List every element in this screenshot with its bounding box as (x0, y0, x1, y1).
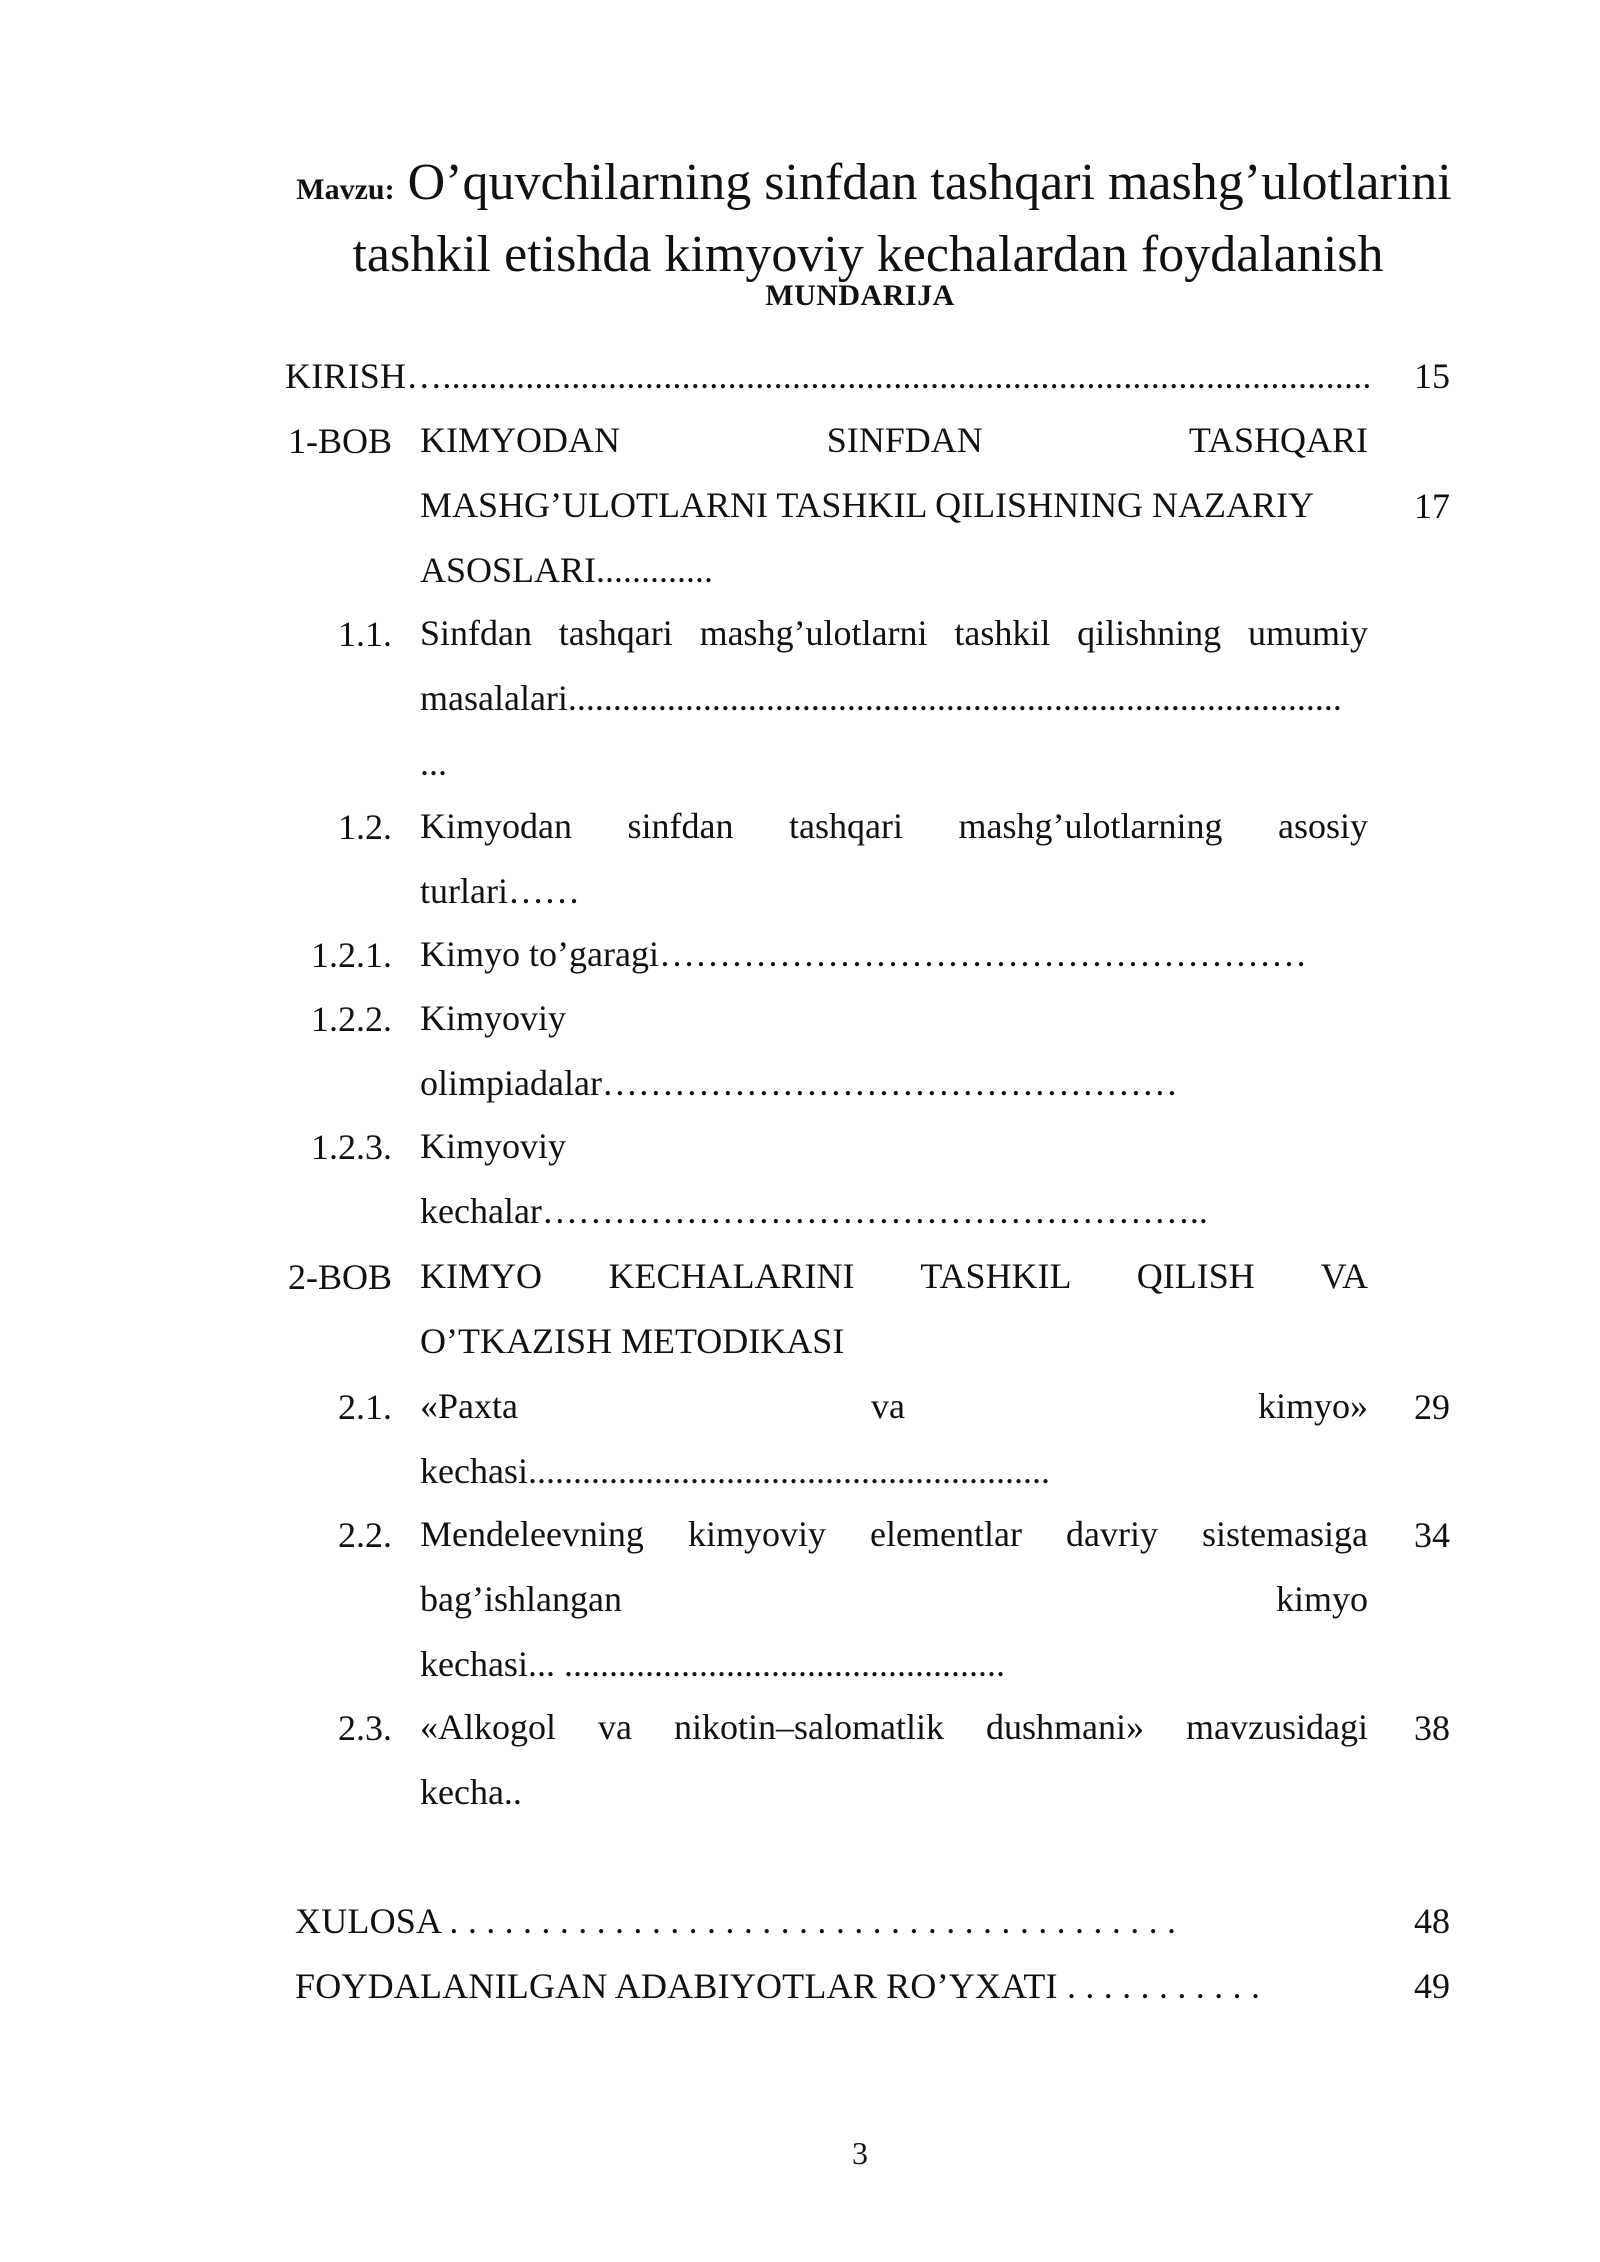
topic-label: Mavzu: (296, 173, 395, 206)
toc-entry-text (420, 1114, 1368, 1244)
toc-entry-line: masalalari...................................................................................... (420, 678, 1342, 718)
toc-entry-line: Kimyodan sinfdan tashqari mashg’ulotlarning asosiy (420, 806, 1368, 846)
toc-page-number: 29 (1414, 1387, 1450, 1427)
toc-entry-line: MASHG’ULOTLARNI TASHKIL QILISHNING NAZARIY (420, 485, 1315, 525)
toc-entry-number: 1-BOB (287, 421, 392, 461)
toc-entry-number: 1.1. (338, 614, 392, 654)
toc-entry-line: «Alkogol va nikotin–salomatlik dushmani» mavzusidagi (420, 1707, 1368, 1747)
toc-page-number: 38 (1414, 1708, 1450, 1748)
toc-entry-line: kechasi... ................................................. (420, 1644, 1005, 1684)
toc-entry-number: 2.2. (338, 1515, 392, 1555)
table-of-contents-heading: MUNDARIJA (765, 279, 955, 312)
toc-entry-line: KIMYODAN SINFDAN TASHQARI (420, 420, 1368, 460)
toc-entry-line: kechasi.......................................................... (420, 1451, 1050, 1491)
toc-entry-line: kechalar……………………………………………….. (420, 1191, 1208, 1231)
toc-entry-number: 2.3. (338, 1708, 392, 1748)
toc-entry-text: XULOSA . . . . . . . . . . . . . . . . . . . . . . . . . . . . . . . . . . . . . . . . (295, 1901, 1177, 1941)
toc-entry-line: kecha.. (420, 1772, 522, 1812)
toc-entry-number: 1.2. (338, 807, 392, 847)
toc-entry-line: olimpiadalar………………………………………… (420, 1063, 1178, 1103)
toc-page-number: 15 (1414, 356, 1450, 396)
toc-entry-line: Mendeleevning kimyoviy elementlar davriy sistemasiga (420, 1514, 1368, 1554)
toc-page-number: 49 (1414, 1966, 1450, 2006)
toc-entry-line: KIMYO KECHALARINI TASHKIL QILISH VA (420, 1256, 1368, 1296)
toc-entry-text (420, 1695, 1368, 1825)
toc-entry-number: 1.2.2. (311, 999, 392, 1039)
toc-entry-text (420, 601, 1368, 796)
toc-entry-line: Kimyoviy (420, 1126, 567, 1166)
title-text-line-1: O’quvchilarning sinfdan tashqari mashg’ulotlarini (407, 154, 1452, 211)
toc-entry-line: ... (420, 743, 447, 783)
toc-entry-text (420, 922, 1368, 987)
toc-entry-text: FOYDALANILGAN ADABIYOTLAR RO’YXATI . . . . . . . . . . . (295, 1966, 1261, 2006)
toc-entry-text (420, 794, 1368, 924)
toc-entry-number: 1.2.3. (311, 1127, 392, 1167)
title-line-2: tashkil etishda kimyoviy kechalardan foydalanish (352, 226, 1384, 283)
toc-entry-text (420, 408, 1368, 603)
toc-entry-line: bag’ishlangan kimyo (420, 1579, 1368, 1619)
toc-entry-text: KIRISH…..................................................................................................... (285, 356, 1372, 396)
toc-entry-line: «Paxta va kimyo» (420, 1386, 1368, 1426)
page-number: 3 (852, 2135, 868, 2171)
toc-page-number: 17 (1414, 486, 1450, 526)
toc-page-number: 48 (1414, 1901, 1450, 1941)
toc-entry-line: O’TKAZISH METODIKASI (420, 1321, 845, 1361)
toc-entry-text (420, 1374, 1368, 1504)
toc-entry-number: 2-BOB (287, 1257, 392, 1297)
toc-entry-number: 2.1. (338, 1387, 392, 1427)
toc-entry-text (420, 1502, 1368, 1697)
toc-entry-text (420, 986, 1368, 1116)
toc-entry-line: ASOSLARI............. (420, 550, 714, 590)
toc-page-number: 34 (1414, 1515, 1450, 1555)
toc-entry-line: Kimyoviy (420, 998, 567, 1038)
toc-entry-line: Kimyo to’garagi……………………………………………… (420, 934, 1307, 974)
toc-entry-number: 1.2.1. (311, 935, 392, 975)
toc-entry-line: Sinfdan tashqari mashg’ulotlarni tashkil qilishning umumiy (420, 613, 1368, 653)
toc-entry-line: turlari…… (420, 871, 580, 911)
toc-entry-text (420, 1244, 1368, 1374)
